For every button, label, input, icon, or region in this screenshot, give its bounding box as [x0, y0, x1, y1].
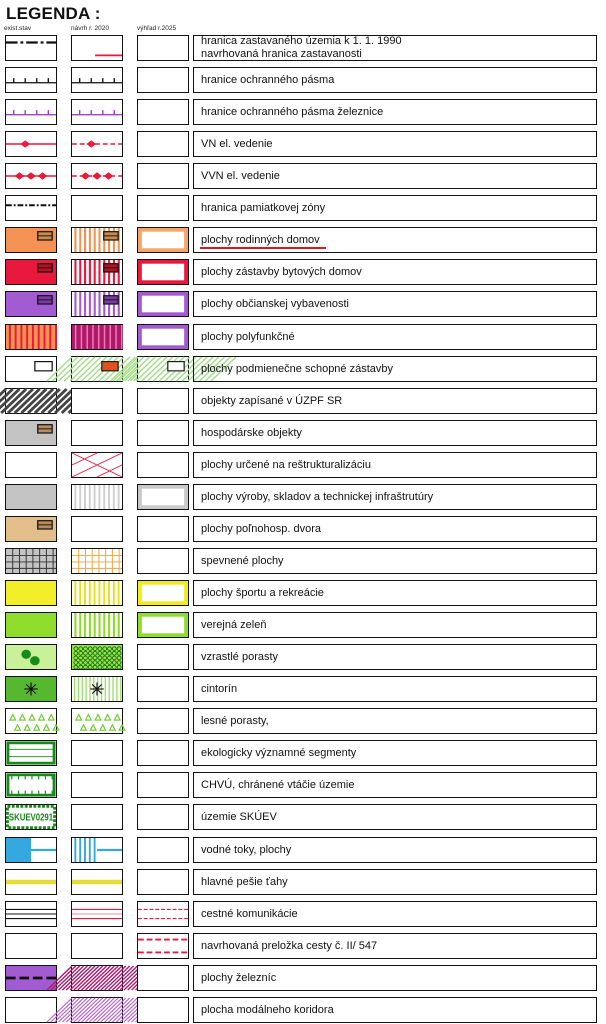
- legend-label-water: [193, 837, 597, 863]
- legend-label-pedestrian: [193, 869, 597, 895]
- swatch-skuev-outlook-2025: [137, 804, 189, 830]
- swatch-farmbldg-proposal-2020: [71, 420, 123, 446]
- swatch-railzone-outlook-2025: [137, 99, 189, 125]
- swatch-family-proposal-2020: [71, 227, 123, 253]
- legend-label-farmbldg: [193, 420, 597, 446]
- legend-label-text: cestné komunikácie: [201, 907, 298, 920]
- swatch-roads-proposal-2020: [71, 901, 123, 927]
- swatch-farmyard-proposal-2020: [71, 516, 123, 542]
- legend-label-text: objekty zapísané v ÚZPF SR: [201, 394, 343, 407]
- swatch-water-existing: [5, 837, 57, 863]
- legend-label-conditional: [193, 356, 597, 382]
- swatch-vn-outlook-2025: [137, 131, 189, 157]
- swatch-protzone-existing: [5, 67, 57, 93]
- swatch-paved-proposal-2020: [71, 548, 123, 574]
- legend-label-poly: [193, 324, 597, 350]
- legend-label-text: plochy polyfunkčné: [201, 330, 295, 343]
- swatch-paved-outlook-2025: [137, 548, 189, 574]
- swatch-sport-proposal-2020: [71, 580, 123, 606]
- swatch-modal-existing: [5, 997, 57, 1023]
- swatch-forest-outlook-2025: [137, 708, 189, 734]
- swatch-restruct-outlook-2025: [137, 452, 189, 478]
- legend-label-text: hospodárske objekty: [201, 426, 302, 439]
- legend-label-restruct: [193, 452, 597, 478]
- swatch-monuments-existing: [5, 388, 57, 414]
- legend-label-text: plochy občianskej vybavenosti: [201, 297, 349, 310]
- swatch-rail-outlook-2025: [137, 965, 189, 991]
- legend-label-modal: [193, 997, 597, 1023]
- swatch-poly-proposal-2020: [71, 324, 123, 350]
- legend-label-text: spevnené plochy: [201, 554, 284, 567]
- swatch-birds-proposal-2020: [71, 772, 123, 798]
- swatch-conditional-outlook-2025: [137, 356, 189, 382]
- legend-label-text: hranica zastavaného územia k 1. 1. 1990: [201, 35, 402, 47]
- swatch-vn-proposal-2020: [71, 131, 123, 157]
- swatch-vvn-existing: [5, 163, 57, 189]
- swatch-monuments-outlook-2025: [137, 388, 189, 414]
- swatch-industry-proposal-2020: [71, 484, 123, 510]
- swatch-restruct-proposal-2020: [71, 452, 123, 478]
- swatch-flats-proposal-2020: [71, 259, 123, 285]
- legend-label-text: cintorín: [201, 682, 238, 695]
- legend-label-trees: [193, 644, 597, 670]
- legend-label-family: [193, 227, 597, 253]
- legend-label-green: [193, 612, 597, 638]
- legend-label-industry: [193, 484, 597, 510]
- swatch-trees-outlook-2025: [137, 644, 189, 670]
- swatch-boundary-outlook-2025: [137, 35, 189, 61]
- swatch-poly-outlook-2025: [137, 324, 189, 350]
- legend-label-birds: [193, 772, 597, 798]
- swatch-heritage-existing: [5, 195, 57, 221]
- swatch-eco-outlook-2025: [137, 740, 189, 766]
- swatch-birds-outlook-2025: [137, 772, 189, 798]
- legend-label-heritage: [193, 195, 597, 221]
- swatch-bypass-existing: [5, 933, 57, 959]
- swatch-rail-proposal-2020: [71, 965, 123, 991]
- legend-label-text: lesné porasty,: [201, 714, 269, 727]
- legend-label-text: plochy poľnohosp. dvora: [201, 522, 322, 535]
- swatch-trees-proposal-2020: [71, 644, 123, 670]
- swatch-protzone-outlook-2025: [137, 67, 189, 93]
- swatch-civic-proposal-2020: [71, 291, 123, 317]
- swatch-water-proposal-2020: [71, 837, 123, 863]
- swatch-family-existing: [5, 227, 57, 253]
- swatch-paved-existing: [5, 548, 57, 574]
- legend-label-text: ekologicky významné segmenty: [201, 746, 357, 759]
- swatch-heritage-outlook-2025: [137, 195, 189, 221]
- swatch-bypass-proposal-2020: [71, 933, 123, 959]
- swatch-eco-existing: [5, 740, 57, 766]
- swatch-heritage-proposal-2020: [71, 195, 123, 221]
- swatch-farmyard-outlook-2025: [137, 516, 189, 542]
- column-header-outlook-2025: výhľad r.2025: [137, 25, 177, 32]
- swatch-pedestrian-proposal-2020: [71, 869, 123, 895]
- legend-label-roads: [193, 901, 597, 927]
- legend-label-text: plochy železníc: [201, 971, 277, 984]
- legend-label-text: plochy športu a rekreácie: [201, 586, 324, 599]
- swatch-trees-existing: [5, 644, 57, 670]
- legend-label-text-secondary: navrhovaná hranica zastavanosti: [201, 48, 362, 60]
- swatch-sport-outlook-2025: [137, 580, 189, 606]
- swatch-restruct-existing: [5, 452, 57, 478]
- swatch-industry-existing: [5, 484, 57, 510]
- swatch-modal-proposal-2020: [71, 997, 123, 1023]
- legend-label-text: hranica pamiatkovej zóny: [201, 201, 326, 214]
- legend-label-railzone: [193, 99, 597, 125]
- legend-label-skuev: [193, 804, 597, 830]
- swatch-family-outlook-2025: [137, 227, 189, 253]
- swatch-modal-outlook-2025: [137, 997, 189, 1023]
- swatch-boundary-existing: [5, 35, 57, 61]
- legend-label-forest: [193, 708, 597, 734]
- legend-label-cemetery: [193, 676, 597, 702]
- swatch-protzone-proposal-2020: [71, 67, 123, 93]
- legend-label-protzone: [193, 67, 597, 93]
- swatch-cemetery-existing: [5, 676, 57, 702]
- legend-label-text: vodné toky, plochy: [201, 843, 292, 856]
- swatch-flats-existing: [5, 259, 57, 285]
- legend-label-text: VN el. vedenie: [201, 137, 273, 150]
- legend-label-civic: [193, 291, 597, 317]
- swatch-green-outlook-2025: [137, 612, 189, 638]
- swatch-pedestrian-outlook-2025: [137, 869, 189, 895]
- swatch-green-existing: [5, 612, 57, 638]
- legend-label-text: hranice ochranného pásma: [201, 73, 335, 86]
- swatch-skuev-proposal-2020: [71, 804, 123, 830]
- swatch-pedestrian-existing: [5, 869, 57, 895]
- swatch-eco-proposal-2020: [71, 740, 123, 766]
- swatch-railzone-proposal-2020: [71, 99, 123, 125]
- swatch-farmyard-existing: [5, 516, 57, 542]
- legend-label-bypass: [193, 933, 597, 959]
- legend-label-eco: [193, 740, 597, 766]
- legend-label-text: plochy zástavby bytových domov: [201, 265, 362, 278]
- legend-label-text: VVN el. vedenie: [201, 169, 280, 182]
- swatch-bypass-outlook-2025: [137, 933, 189, 959]
- swatch-roads-outlook-2025: [137, 901, 189, 927]
- swatch-birds-existing: [5, 772, 57, 798]
- legend-label-paved: [193, 548, 597, 574]
- legend-label-text: CHVÚ, chránené vtáčie územie: [201, 778, 355, 791]
- column-header-proposal-2020: návrh r. 2020: [71, 25, 109, 32]
- legend-label-text: navrhovaná preložka cesty č. II/ 547: [201, 939, 378, 952]
- swatch-vvn-outlook-2025: [137, 163, 189, 189]
- swatch-cemetery-outlook-2025: [137, 676, 189, 702]
- legend-label-text: hlavné pešie ťahy: [201, 875, 288, 888]
- swatch-industry-outlook-2025: [137, 484, 189, 510]
- legend-label-text: plochy rodinných domov: [201, 233, 320, 246]
- column-header-existing: exist.stav: [4, 25, 32, 32]
- legend-label-boundary: [193, 35, 597, 61]
- swatch-civic-existing: [5, 291, 57, 317]
- legend-title: LEGENDA :: [6, 4, 101, 23]
- swatch-green-proposal-2020: [71, 612, 123, 638]
- swatch-monuments-proposal-2020: [71, 388, 123, 414]
- legend-label-monuments: [193, 388, 597, 414]
- swatch-boundary-proposal-2020: [71, 35, 123, 61]
- swatch-sport-existing: [5, 580, 57, 606]
- swatch-cemetery-proposal-2020: [71, 676, 123, 702]
- swatch-forest-existing: [5, 708, 57, 734]
- legend-label-text: vzrastlé porasty: [201, 650, 279, 663]
- swatch-flats-outlook-2025: [137, 259, 189, 285]
- legend-label-farmyard: [193, 516, 597, 542]
- swatch-water-outlook-2025: [137, 837, 189, 863]
- swatch-poly-existing: [5, 324, 57, 350]
- swatch-vn-existing: [5, 131, 57, 157]
- legend-label-text: plochy podmienečne schopné zástavby: [201, 362, 394, 375]
- svg-text:SKUEV0291: SKUEV0291: [8, 812, 54, 824]
- swatch-railzone-existing: [5, 99, 57, 125]
- legend-label-text: verejná zeleň: [201, 618, 267, 631]
- highlight-underline: [200, 247, 326, 249]
- swatch-forest-proposal-2020: [71, 708, 123, 734]
- swatch-farmbldg-existing: [5, 420, 57, 446]
- legend-label-flats: [193, 259, 597, 285]
- legend-label-sport: [193, 580, 597, 606]
- legend-label-text: plochy výroby, skladov a technickej infraštrutúry: [201, 490, 434, 503]
- swatch-skuev-existing: [5, 804, 57, 830]
- legend-label-text: plochy určené na reštrukturalizáciu: [201, 458, 371, 471]
- legend-label-vvn: [193, 163, 597, 189]
- swatch-vvn-proposal-2020: [71, 163, 123, 189]
- legend-label-text: hranice ochranného pásma železnice: [201, 105, 384, 118]
- legend-label-text: plocha modálneho koridora: [201, 1003, 334, 1016]
- legend-label-vn: [193, 131, 597, 157]
- swatch-farmbldg-outlook-2025: [137, 420, 189, 446]
- swatch-roads-existing: [5, 901, 57, 927]
- swatch-civic-outlook-2025: [137, 291, 189, 317]
- legend-label-text: územie SKÚEV: [201, 810, 277, 823]
- legend-label-rail: [193, 965, 597, 991]
